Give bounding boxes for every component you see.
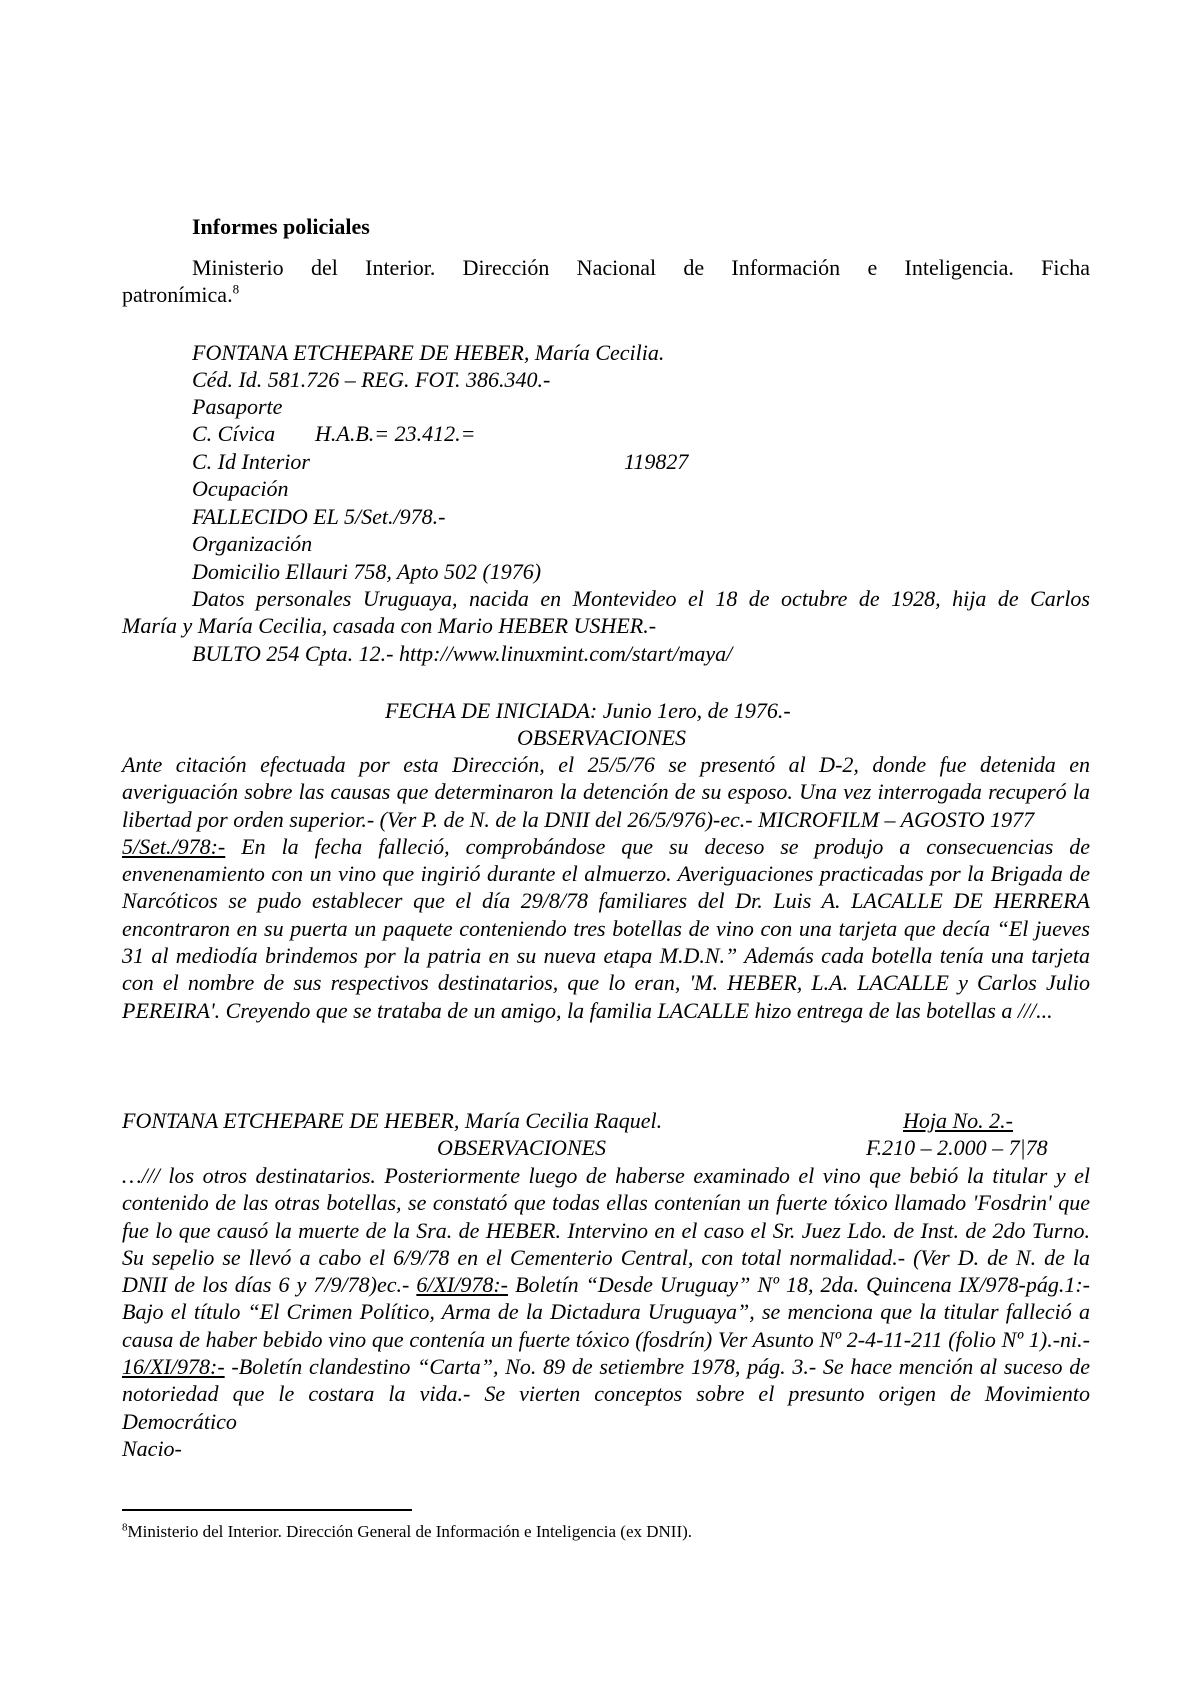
obs1-date: 5/Set./978:- <box>122 833 226 859</box>
ficha-datos-line2: María y María Cecilia, casada con Mario HEBER USHER.- <box>122 613 657 638</box>
footnote <box>122 1521 692 1543</box>
intro-line2: patronímica.$^8$ <box>122 281 240 307</box>
fecha-iniciada: FECHA DE INICIADA: Junio 1ero, de 1976.- <box>385 698 791 723</box>
ficha-domicilio: Domicilio Ellauri 758, Apto 502 (1976) <box>192 559 542 584</box>
ficha-civica-value: H.A.B.= 23.412.= <box>315 421 476 446</box>
hoja2-ref: F.210 – 2.000 – 7|78 <box>866 1135 1048 1160</box>
ficha-ocupacion: Ocupación <box>192 476 289 501</box>
obs2-date-2: 16/XI/978:- <box>122 1354 225 1380</box>
obs1-paragraph-2: 5/Set./978:- En la fecha falleció, comprobándose que su deceso se produjo a consecuencias de envenenamiento con un vino que ingirió durante el almuerzo. Averiguaciones practicadas por la Brigada de Narcóticos se pudo establecer que el día 29/8/78 familiares del Dr. Luis A. LACALLE DE HERRERA encontraron en su puerta un paquete conteniendo tres botellas de vino con una tarjeta que decía “El jueves 31 al mediodía brindemos por la patria en su nueva etapa M.D.N.” Además cada botella tenía una tarjeta con el nombre de sus respectivos destinatarios, que lo eran, 'M. HEBER, L.A. LACALLE y Carlos Julio PEREIRA'. Creyendo que se trataba de un amigo, la familia LACALLE hizo entrega de las botellas a ///... <box>122 833 1090 1023</box>
obs2-last-line: Nacio- <box>122 1435 182 1461</box>
observaciones-body-2 <box>122 1162 1090 1462</box>
hoja2-label: Hoja No. 2.- <box>903 1108 1013 1133</box>
footnote-text: Ministerio del Interior. Dirección General de Información e Inteligencia (ex DNII). <box>127 1522 693 1541</box>
ficha-pasaporte: Pasaporte <box>192 394 283 419</box>
ficha-organizacion: Organización <box>192 531 313 556</box>
footnote-number: 8 <box>122 1521 128 1534</box>
intro-line1: Ministerio del Interior. Dirección Nacional de Información e Inteligencia. Ficha <box>192 255 1090 280</box>
hoja2-observaciones-title: OBSERVACIONES <box>437 1135 607 1160</box>
observaciones-title: OBSERVACIONES <box>517 725 687 750</box>
section-heading: Informes policiales <box>192 214 370 239</box>
ficha-cedula: Céd. Id. 581.726 – REG. FOT. 386.340.- <box>192 367 551 392</box>
ficha-fallecido: FALLECIDO EL 5/Set./978.- <box>192 504 446 529</box>
ficha-id-interior-label: C. Id Interior <box>192 449 310 474</box>
ficha-bulto: BULTO 254 Cpta. 12.- http://www.linuxmint.com/start/maya/ <box>192 641 733 666</box>
ficha-name: FONTANA ETCHEPARE DE HEBER, María Cecilia. <box>192 340 665 365</box>
hoja2-name: FONTANA ETCHEPARE DE HEBER, María Cecilia Raquel. <box>122 1108 663 1133</box>
obs1-paragraph: Ante citación efectuada por esta Dirección, el 25/5/76 se presentó al D-2, donde fue detenida en averiguación sobre las causas que determinaron la detención de su esposo. Una vez interrogada recuperó la libertad por orden superior.- (Ver P. de N. de la DNII del 26/5/976)-ec.- MICROFILM – AGOSTO 1977 <box>122 752 1090 832</box>
ficha-datos-line1: Datos personales Uruguaya, nacida en Montevideo el 18 de octubre de 1928, hija de Carlos <box>192 586 1090 611</box>
obs2-date-1: 6/XI/978:- <box>416 1272 509 1298</box>
obs2-paragraph: …/// los otros destinatarios. Posteriormente luego de haberse examinado el vino que bebió la titular y el contenido de las otras botellas, se constató que todas ellas contenían un fuerte tóxico llamado 'Fosdrin' que fue lo que causó la muerte de la Sra. de HEBER. Intervino en el caso el Sr. Juez Ldo. de Inst. de 2do Turno. Su sepelio se llevó a cabo el 6/9/78 en el Cementerio Central, con total normalidad.- (Ver D. de N. de la DNII de los días 6 y 7/9/78)ec.- 6/XI/978:- Boletín “Desde Uruguay” Nº 18, 2da. Quincena IX/978-pág.1:- Bajo el título “El Crimen Político, Arma de la Dictadura Uruguaya”, se menciona que la titular falleció a causa de haber bebido vino que contenía un fuerte tóxico (fosdrín) Ver Asunto Nº 2-4-11-211 (folio Nº 1).-ni.- 16/XI/978:- -Boletín clandestino “Carta”, No. 89 de setiembre 1978, pág. 3.- Se hace mención al suceso de notoriedad que le costara la vida.- Se vierten conceptos sobre el presunto origen de Movimiento Democrático <box>122 1163 1090 1434</box>
ficha-id-interior-value: 119827 <box>624 449 689 474</box>
footnote-divider <box>122 1509 412 1511</box>
ficha-civica-label: C. Cívica <box>192 421 276 446</box>
footnote-ref: 8 <box>232 281 240 297</box>
observaciones-body-1 <box>122 751 1090 1024</box>
